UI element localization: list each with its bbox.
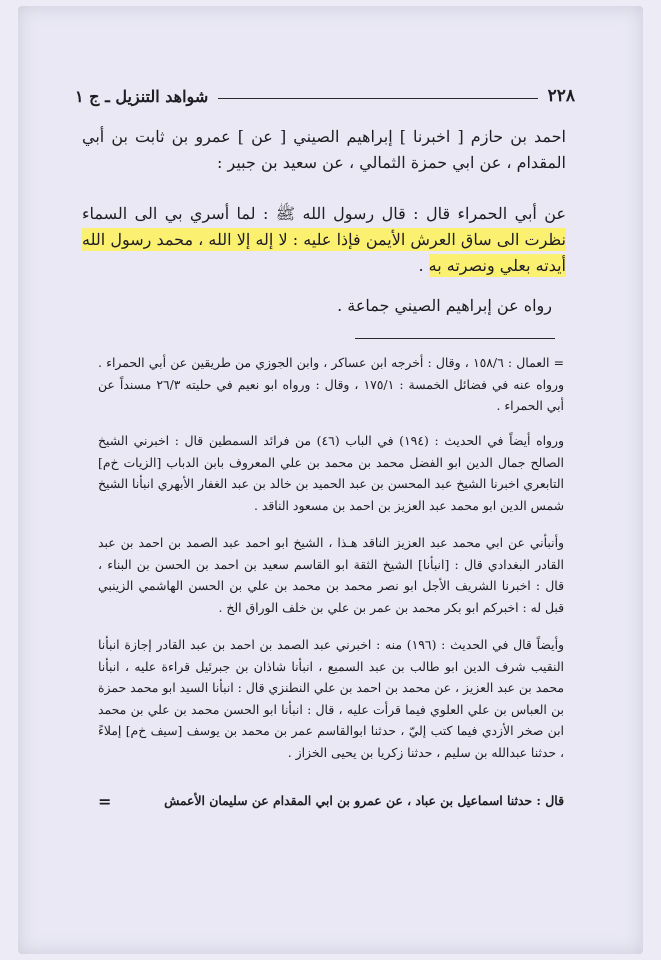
- footnote-4-text: وأيضاً قال في الحديث : (١٩٦) منه : اخبرني عبد الصمد بن احمد بن عبد القادر إجازة انبأنا النقيب شرف الدين ابو طالب بن عبد السميع ، انبأنا شاذان بن جبرئيل قراءة عليه ، انبأنا محمد بن عبد العزيز ، عن محمد بن احمد بن علي النطنزي قال : انبأنا السيد ابو محمد حمزة بن العباس بن علي العلوي فيما قرأت عليه ، قال : انبأنا ابو الحسن محمد بن علي بن محمد ابن صخر الأزدي فيما كتب إليّ ، حدثنا ابوالقاسم عمر بن محمد بن يوسف [سيف خ‌م] إملاءً ، حدثنا عبدالله بن سليم ، حدثنا زكريا بن يحيى الخزاز .: [98, 637, 564, 760]
- footnote-3: [98, 532, 564, 618]
- footnote-2: [98, 430, 564, 516]
- footnote-3-text: وأنبأني عن ابي محمد عبد العزيز الناقد هـذا ، الشيخ ابو احمد عبد الصمد بن احمد بن عبد القادر البغدادي قال : [انبأنا] الشيخ الثقة ابو القاسم سعيد بن احمد بن الحسن بن البناء ، قال : اخبرنا الشريف الأجل ابو نصر محمد بن محمد بن علي بن الحسن الهاشمي الزينبي قبل له : اخبركم ابو بكر محمد بن عمر بن علي بن خلف الوراق الخ .: [98, 535, 564, 615]
- isnad-text: احمد بن حازم [ اخبرنا ] إبراهيم الصيني [ عن ] عمرو بن ثابت بن أبي المقدام ، عن ابي حمزة الثمالي ، عن سعيد بن جبير :: [82, 127, 566, 172]
- hadith-paragraph: [82, 201, 566, 279]
- hadith-end: .: [418, 256, 429, 275]
- footnote-5: [140, 790, 564, 812]
- narration-text: رواه عن إبراهيم الصيني جماعة .: [337, 296, 552, 315]
- footnote-1-text: = العمال : ١٥٨/٦ ، وقال : أخرجه ابن عساكر ، وابن الجوزي من طريقين عن أبي الحمراء . ورواه عنه في فضائل الخمسة : ١٧٥/١ ، وقال : ورواه ابو نعيم في حليته ٢٦/٣ مسنداً عن أبي الحمراء .: [98, 355, 564, 413]
- page-header: [75, 82, 575, 110]
- isnad-paragraph: [82, 124, 566, 176]
- footnote-2-text: ورواه أيضاً في الحديث : (١٩٤) في الباب (٤٦) من فرائد السمطين قال : اخبرني الشيخ الصالح جمال الدين ابو الفضل محمد بن محمد بن علي المعروف بابن الدباب [الزيات خ‌م] التابعري اخبرنا الشيخ عبد المحسن بن عبد الحميد بن خالد بن عبد الغفار الأبهري انبأنا الشيخ شمس الدين ابو محمد عبد العزيز بن احمد بن مسعود الناقد .: [98, 433, 564, 513]
- header-rule: [218, 98, 537, 99]
- footnote-5-text: قال : حدثنا اسماعيل بن عباد ، عن عمرو بن ابي المقدام عن سليمان الأعمش: [164, 793, 564, 808]
- highlighted-hadith-text: نظرت الى ساق العرش الأيمن فإذا عليه : لا إله إلا الله ، محمد رسول الله أيدته بعلي ونصرته به: [82, 230, 566, 275]
- narration-line: [82, 293, 552, 319]
- page-number: ٢٢٨: [547, 86, 575, 106]
- hadith-intro: عن أبي الحمراء قال : قال رسول الله ﷺ : لما أسري بي الى السماء: [82, 204, 566, 223]
- continuation-mark: =: [98, 792, 112, 811]
- footnote-1: [98, 352, 564, 417]
- running-title: شواهد التنزيل ـ ج ١: [75, 86, 209, 106]
- footnote-4: [98, 634, 564, 763]
- footnote-separator: [355, 338, 555, 339]
